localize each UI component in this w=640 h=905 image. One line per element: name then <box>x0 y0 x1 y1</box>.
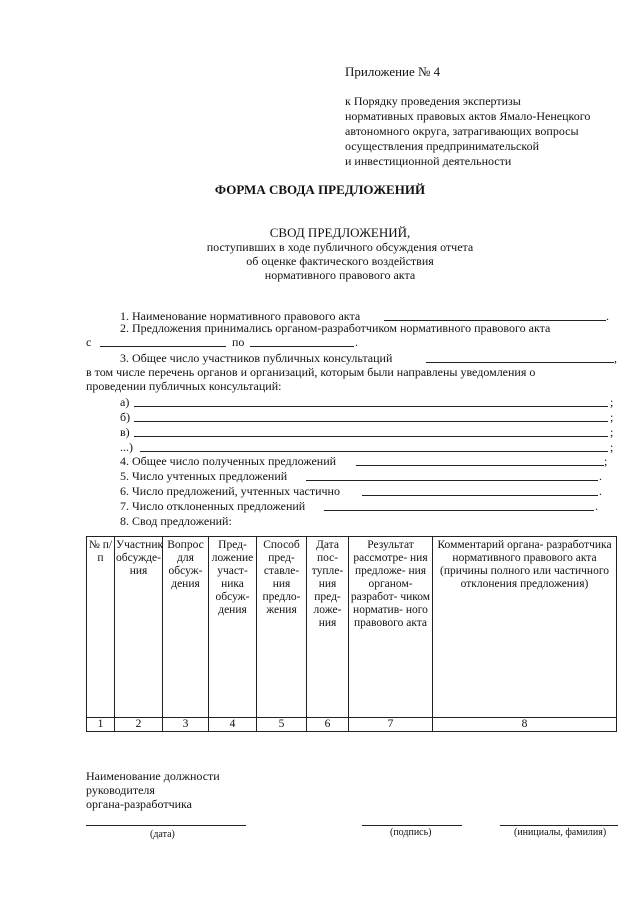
item-4-end: ; <box>604 454 608 468</box>
item-3-end: , <box>614 351 617 365</box>
item-3-label: 3. Общее число участников публичных консультаций <box>120 351 393 365</box>
sub-item-etc-end: ; <box>610 440 614 454</box>
item-8-label: 8. Свод предложений: <box>120 514 232 528</box>
sub-item-b-end: ; <box>610 410 614 424</box>
sub-item-a-fill-line[interactable] <box>134 406 608 407</box>
name-caption: (инициалы, фамилия) <box>514 827 607 838</box>
sub-item-a-end: ; <box>610 395 614 409</box>
form-title: ФОРМА СВОДА ПРЕДЛОЖЕНИЙ <box>214 182 426 197</box>
item-7-fill-line[interactable] <box>324 510 594 511</box>
item-5-end: . <box>599 469 602 483</box>
column-number: 7 <box>349 718 433 732</box>
item-5-fill-line[interactable] <box>306 480 598 481</box>
item-3-fill-line[interactable] <box>426 362 614 363</box>
column-number: 1 <box>87 718 115 732</box>
item-6-end: . <box>599 484 602 498</box>
signatory-position-line: органа-разработчика <box>86 797 193 811</box>
table-header-cell: Пред- ложение участ- ника обсуж- дения <box>209 537 257 718</box>
sub-item-b-fill-line[interactable] <box>134 421 608 422</box>
item-2-to-label: по <box>232 335 245 349</box>
table-header-cell: Результат рассмотре- ния предложе- ния органом- разработ- чиком норматив- ного правового акта <box>349 537 433 718</box>
proposals-table <box>86 536 617 732</box>
item-2-from-fill-line[interactable] <box>100 346 226 347</box>
appendix-line: к Порядку проведения экспертизы <box>345 94 521 108</box>
date-caption: (дата) <box>150 829 175 840</box>
table-header-cell: Дата пос- тупле- ния пред- ложе- ния <box>307 537 349 718</box>
svod-subheading: об оценке фактического воздействия <box>246 254 434 268</box>
signature-fill-line[interactable] <box>362 825 462 826</box>
column-number: 5 <box>257 718 307 732</box>
sub-item-etc-fill-line[interactable] <box>140 451 608 452</box>
signatory-position-line: руководителя <box>86 783 155 797</box>
item-4-label: 4. Общее число полученных предложений <box>120 454 337 468</box>
table-header-cell: № п/п <box>87 537 115 718</box>
svod-heading: СВОД ПРЕДЛОЖЕНИЙ, <box>269 225 411 240</box>
table-header-cell: Комментарий органа- разработчика нормативного правового акта (причины полного или частичного отклонения предложения) <box>433 537 617 718</box>
appendix-line: и инвестиционной деятельности <box>345 154 512 168</box>
table-header-cell: Способ пред- ставле- ния предло- жения <box>257 537 307 718</box>
item-5-label: 5. Число учтенных предложений <box>120 469 288 483</box>
table-header-row <box>87 537 617 718</box>
column-number: 4 <box>209 718 257 732</box>
svod-heading-block <box>120 226 560 282</box>
table-header-cell: Участник обсужде- ния <box>115 537 163 718</box>
item-3-continuation: в том числе перечень органов и организаций, которым были направлены уведомления о <box>86 365 536 379</box>
column-number: 8 <box>433 718 617 732</box>
item-7-label: 7. Число отклоненных предложений <box>120 499 306 513</box>
sub-item-b-label: б) <box>120 410 131 424</box>
svod-subheading: нормативного правового акта <box>264 268 416 282</box>
sub-item-v-fill-line[interactable] <box>134 436 608 437</box>
column-number: 3 <box>163 718 209 732</box>
signatory-position-line: Наименование должности <box>86 769 220 783</box>
appendix-line: нормативных правовых актов Ямало-Ненецкого <box>345 109 591 123</box>
signatory-position <box>86 769 220 811</box>
sub-item-v-end: ; <box>610 425 614 439</box>
appendix-title: Приложение № 4 <box>345 64 441 79</box>
item-2-label: 2. Предложения принимались органом-разработчиком нормативного правового акта <box>120 321 551 335</box>
item-2-to-fill-line[interactable] <box>250 346 354 347</box>
item-7-end: . <box>595 499 598 513</box>
item-6-fill-line[interactable] <box>362 495 598 496</box>
signature-caption: (подпись) <box>390 827 432 838</box>
item-1-end: . <box>606 309 609 323</box>
item-6-label: 6. Число предложений, учтенных частично <box>120 484 340 498</box>
appendix-reference <box>345 94 590 169</box>
table-header-cell: Вопрос для обсуж- дения <box>163 537 209 718</box>
sub-item-etc-label: ...) <box>120 440 133 454</box>
item-2-end: . <box>355 335 358 349</box>
item-2-from-label: с <box>86 335 92 349</box>
column-number: 6 <box>307 718 349 732</box>
svod-subheading: поступивших в ходе публичного обсуждения отчета <box>206 240 474 254</box>
appendix-line: осуществления предпринимательской <box>345 139 539 153</box>
sub-item-a-label: а) <box>120 395 130 409</box>
item-4-fill-line[interactable] <box>356 465 604 466</box>
table-row <box>87 718 617 732</box>
item-3-continuation: проведении публичных консультаций: <box>86 379 282 393</box>
column-number: 2 <box>115 718 163 732</box>
name-fill-line[interactable] <box>500 825 618 826</box>
sub-item-v-label: в) <box>120 425 130 439</box>
appendix-line: автономного округа, затрагивающих вопросы <box>345 124 579 138</box>
date-fill-line[interactable] <box>86 825 246 826</box>
item-1-label: 1. Наименование нормативного правового акта <box>120 309 361 323</box>
